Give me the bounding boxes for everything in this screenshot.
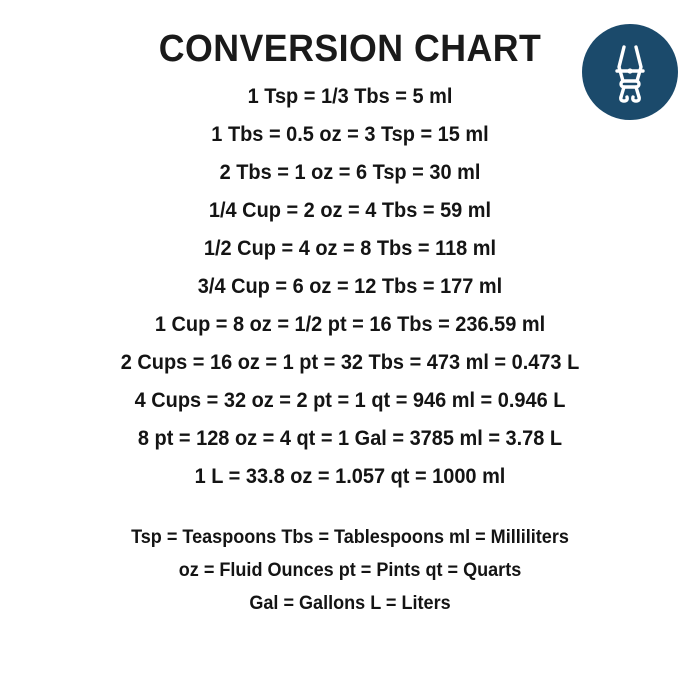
conversion-row: 2 Tbs = 1 oz = 6 Tsp = 30 ml [219, 160, 481, 184]
conversion-row: 1 L = 33.8 oz = 1.057 qt = 1000 ml [194, 464, 506, 488]
conversion-row: 1 Tbs = 0.5 oz = 3 Tsp = 15 ml [211, 122, 489, 146]
conversion-row: 2 Cups = 16 oz = 1 pt = 32 Tbs = 473 ml = 0.473 L [120, 350, 580, 374]
abbreviation-legend [0, 521, 700, 620]
conversion-row: 4 Cups = 32 oz = 2 pt = 1 qt = 946 ml = 0.946 L [134, 388, 566, 412]
conversion-row: 1 Tsp = 1/3 Tbs = 5 ml [247, 84, 453, 108]
conversion-row: 1 Cup = 8 oz = 1/2 pt = 16 Tbs = 236.59 ml [154, 312, 546, 336]
legend-line: Gal = Gallons L = Liters [249, 593, 451, 614]
conversion-row: 1/2 Cup = 4 oz = 8 Tbs = 118 ml [203, 236, 497, 260]
page-title: CONVERSION CHART [158, 28, 542, 70]
conversion-row: 3/4 Cup = 6 oz = 12 Tbs = 177 ml [197, 274, 503, 298]
conversion-rows-list [0, 77, 700, 495]
conversion-row: 1/4 Cup = 2 oz = 4 Tbs = 59 ml [208, 198, 492, 222]
legend-line: oz = Fluid Ounces pt = Pints qt = Quarts [178, 560, 522, 581]
legend-line: Tsp = Teaspoons Tbs = Tablespoons ml = Milliliters [131, 527, 569, 548]
conversion-row: 8 pt = 128 oz = 4 qt = 1 Gal = 3785 ml = 3.78 L [137, 426, 563, 450]
